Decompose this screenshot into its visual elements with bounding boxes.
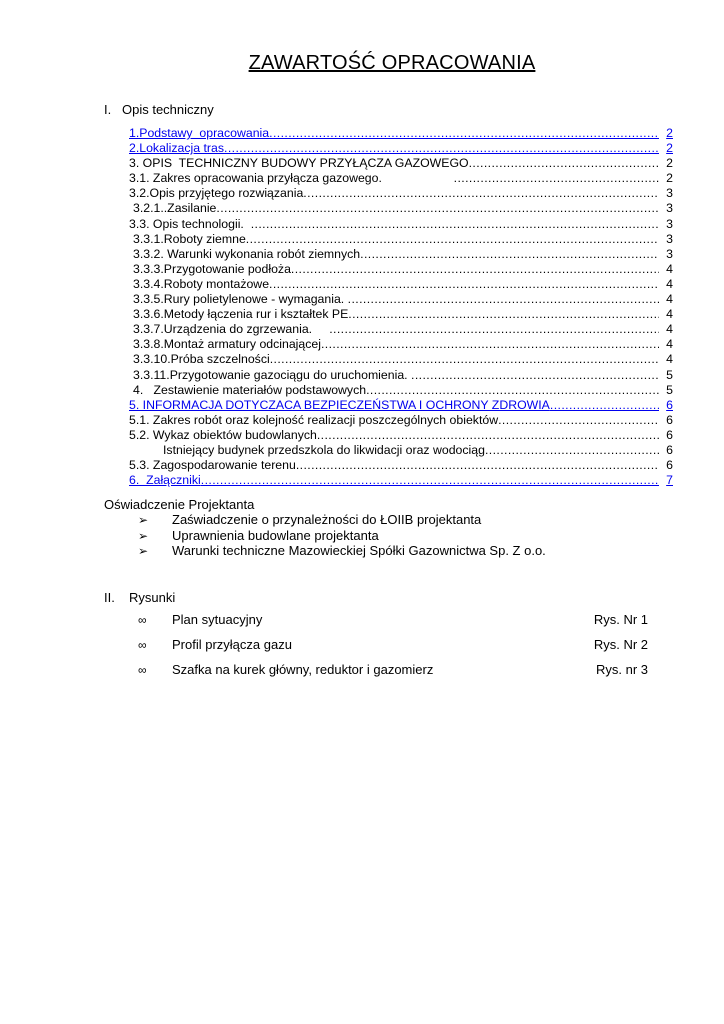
infinity-bullet-icon: ∞: [138, 638, 147, 652]
toc-page-number: 3: [666, 246, 673, 261]
toc-entry-label: 5.3. Zagospodarowanie terenu: [129, 458, 296, 473]
arrow-bullet-icon: ➢: [138, 513, 149, 527]
toc-entry-label: 3.3.10.Próba szczelności: [133, 352, 270, 367]
toc-leader-dots: [216, 201, 659, 216]
toc-page-number: 7: [666, 473, 673, 488]
toc-entry-label: 3.3.7.Urządzenia do zgrzewania.: [133, 322, 330, 337]
toc-entry-label: 3.3.6.Metody łączenia rur i kształtek PE: [133, 307, 349, 322]
toc-entry-label: Istniejący budynek przedszkola do likwidacji oraz wodociąg: [163, 442, 485, 457]
toc-leader-dots: [201, 473, 659, 488]
infinity-bullet-icon: ∞: [138, 663, 147, 677]
list-item-text: Zaświadczenie o przynależności do ŁOIIB projektanta: [172, 512, 482, 527]
toc-leader-dots: [303, 186, 659, 201]
section-number: I.: [104, 102, 112, 117]
toc-leader-dots: [454, 171, 659, 186]
toc-leader-dots: [550, 398, 659, 413]
toc-entry-label: 3.2.1..Zasilanie: [133, 201, 217, 216]
toc-entry-label: 2.Lokalizacja tras: [129, 141, 225, 156]
toc-page-number: 6: [666, 397, 673, 412]
toc-entry-label: 1.Podstawy opracowania: [129, 126, 270, 140]
toc-page-number: 2: [666, 141, 673, 156]
section-label: Opis techniczny: [122, 102, 214, 117]
toc-page-number: 4: [666, 276, 673, 291]
toc-leader-dots: [291, 262, 659, 277]
toc-leader-dots: [329, 322, 659, 337]
table-of-contents: [129, 126, 673, 488]
toc-entry-label: 3.3.3.Przygotowanie podłoża: [133, 261, 291, 276]
section-label: Rysunki: [129, 590, 176, 605]
toc-row: [129, 443, 673, 458]
toc-entry-label: 5.2. Wykaz obiektów budowlanych: [129, 427, 317, 442]
toc-leader-dots: [296, 458, 659, 473]
arrow-bullet-icon: ➢: [138, 544, 149, 558]
toc-entry-label: 3.1. Zakres opracowania przyłącza gazowego.: [129, 171, 454, 186]
toc-page-number: 2: [666, 156, 673, 171]
toc-leader-dots: [269, 126, 659, 141]
oswiadczenie-list: [138, 512, 546, 559]
toc-entry-label: 3.3.1.Roboty ziemne: [133, 231, 246, 246]
page-title: ZAWARTOŚĆ OPRACOWANIA: [248, 52, 536, 74]
list-item: [138, 543, 546, 559]
toc-row: [129, 201, 673, 216]
section-heading-rysunki: [104, 590, 175, 605]
list-item: [138, 662, 648, 687]
drawing-title: Szafka na kurek główny, reduktor i gazomierz: [172, 662, 434, 677]
toc-row: [129, 322, 673, 337]
drawing-title: Plan sytuacyjny: [172, 612, 263, 627]
toc-page-number: 5: [666, 382, 673, 397]
toc-row: [129, 352, 673, 367]
toc-leader-dots: [469, 156, 659, 171]
toc-row: [129, 383, 673, 398]
toc-leader-dots: [224, 141, 659, 156]
toc-leader-dots: [321, 337, 659, 352]
toc-leader-dots: [498, 413, 659, 428]
toc-leader-dots: [270, 352, 659, 367]
toc-row: [129, 458, 673, 473]
toc-page-number: 3: [666, 231, 673, 246]
toc-page-number: 4: [666, 261, 673, 276]
arrow-bullet-icon: ➢: [138, 528, 149, 543]
list-item: [138, 512, 546, 528]
drawings-list: [138, 612, 648, 687]
toc-link-row[interactable]: [129, 126, 673, 141]
toc-page-number: 6: [666, 427, 673, 442]
section-number: II.: [104, 590, 115, 605]
toc-page-number: 6: [666, 412, 673, 427]
toc-page-number: 5: [666, 367, 673, 382]
list-item-text: Warunki techniczne Mazowieckiej Spółki Gazownictwa Sp. Z o.o.: [172, 543, 546, 558]
toc-row: [129, 156, 673, 171]
toc-row: [129, 262, 673, 277]
toc-entry-label: 3.3.8.Montaż armatury odcinającej: [133, 337, 321, 352]
toc-leader-dots: [366, 383, 659, 398]
toc-page-number: 6: [666, 442, 673, 457]
toc-row: [129, 277, 673, 292]
toc-leader-dots: [317, 428, 659, 443]
toc-row: [129, 232, 673, 247]
drawing-title: Profil przyłącza gazu: [172, 637, 292, 652]
toc-page-number: 6: [666, 458, 673, 473]
toc-link-row[interactable]: [129, 473, 673, 488]
drawing-reference: Rys. nr 3: [595, 662, 648, 677]
toc-leader-dots: [348, 292, 659, 307]
toc-entry-label: 3.3.2. Warunki wykonania robót ziemnych: [133, 246, 361, 261]
toc-row: [129, 413, 673, 428]
toc-entry-label: 3.2.Opis przyjętego rozwiązania: [129, 186, 304, 201]
toc-row: [129, 292, 673, 307]
section-heading-opis: [104, 102, 214, 117]
toc-leader-dots: [348, 307, 659, 322]
toc-entry-label: 4. Zestawienie materiałów podstawowych: [133, 382, 367, 397]
toc-row: [129, 247, 673, 262]
toc-entry-label: 5.1. Zakres robót oraz kolejność realizacji poszczególnych obiektów: [129, 412, 499, 427]
toc-entry-label: 6. Załączniki: [129, 473, 201, 488]
toc-entry-label: 3.3.11.Przygotowanie gazociągu do uruchomienia.: [133, 367, 411, 382]
list-item: [138, 528, 546, 544]
toc-entry-label: 3. OPIS TECHNICZNY BUDOWY PRZYŁĄCZA GAZOWEGO: [129, 156, 469, 171]
infinity-bullet-icon: ∞: [138, 613, 147, 627]
drawing-reference: Rys. Nr 2: [593, 637, 648, 652]
list-item-text: Uprawnienia budowlane projektanta: [172, 527, 379, 543]
toc-leader-dots: [246, 232, 659, 247]
toc-leader-dots: [251, 217, 659, 232]
toc-page-number: 4: [666, 337, 673, 352]
toc-entry-label: 3.3.4.Roboty montażowe: [133, 276, 270, 291]
toc-page-number: 4: [666, 322, 673, 337]
toc-page-number: 4: [666, 352, 673, 367]
toc-entry-label: 3.3. Opis technologii.: [129, 216, 251, 231]
toc-row: [129, 186, 673, 201]
toc-leader-dots: [411, 368, 659, 383]
toc-leader-dots: [485, 443, 659, 458]
toc-page-number: 3: [666, 186, 673, 201]
toc-entry-label: 5. INFORMACJA DOTYCZACA BEZPIECZEŃSTWA I OCHRONY ZDROWIA: [129, 397, 550, 412]
toc-link-row[interactable]: [129, 141, 673, 156]
toc-page-number: 2: [666, 126, 673, 140]
toc-row: [129, 428, 673, 443]
toc-page-number: 3: [666, 216, 673, 231]
toc-row: [129, 217, 673, 232]
toc-page-number: 4: [666, 307, 673, 322]
toc-page-number: 3: [666, 201, 673, 216]
toc-leader-dots: [360, 247, 659, 262]
toc-row: [129, 337, 673, 352]
list-item: [138, 612, 648, 637]
toc-entry-label: 3.3.5.Rury polietylenowe - wymagania.: [133, 292, 348, 307]
toc-page-number: 4: [666, 292, 673, 307]
drawing-reference: Rys. Nr 1: [593, 612, 648, 627]
toc-row: [129, 307, 673, 322]
toc-page-number: 2: [666, 171, 673, 186]
toc-row: [129, 368, 673, 383]
toc-leader-dots: [269, 277, 659, 292]
toc-link-row[interactable]: [129, 398, 673, 413]
list-item: [138, 637, 648, 662]
toc-row: [129, 171, 673, 186]
oswiadczenie-heading: Oświadczenie Projektanta: [104, 497, 255, 512]
